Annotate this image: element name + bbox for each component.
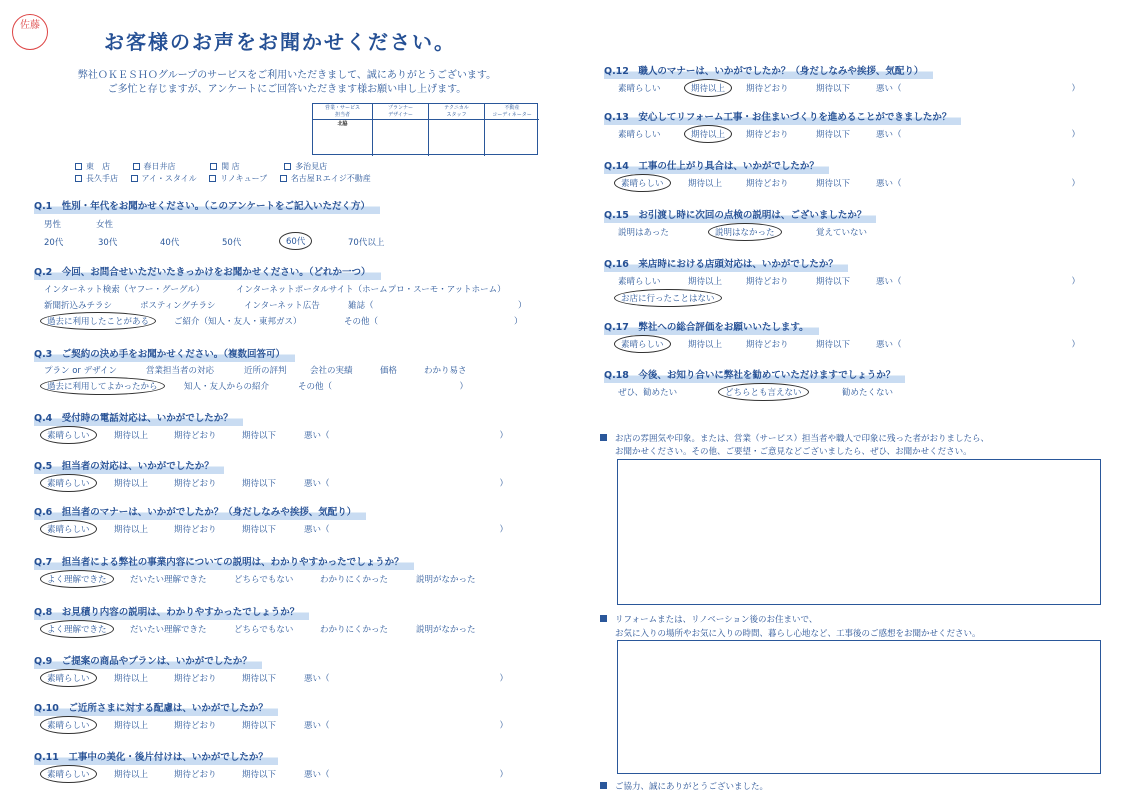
q9-option-selected[interactable]: 素晴らしい (40, 669, 97, 687)
question-12: Q.12 職人のマナーは、いかがでしたか？（身だしなみや挨拶、気配り） (604, 62, 933, 79)
q14-option-selected[interactable]: 素晴らしい (614, 174, 671, 192)
q5-option-selected[interactable]: 素晴らしい (40, 474, 97, 492)
q1-option[interactable]: 50代 (222, 238, 242, 248)
q12-option[interactable]: 悪い（ ） (876, 84, 1081, 94)
question-16: Q.16 来店時における店頭対応は、いかがでしたか？ (604, 255, 848, 272)
q2-option[interactable]: ご紹介（知人・友人・東邦ガス） (174, 317, 302, 327)
q9-option[interactable]: 期待どおり (174, 674, 217, 684)
q16-option[interactable]: 期待以下 (816, 277, 851, 287)
q4-option[interactable]: 悪い（ ） (304, 431, 509, 441)
store-option[interactable]: 東 店 (75, 161, 110, 172)
q2-option[interactable]: インターネットポータルサイト（ホームプロ・スーモ・アットホーム） (236, 285, 506, 295)
staff-col-planner: プランナー デザイナー (373, 104, 429, 120)
q12-option[interactable]: 期待どおり (746, 84, 789, 94)
question-13: Q.13 安心してリフォーム工事・お住まいづくりを進めることができましたか？ (604, 108, 961, 125)
q2-option[interactable]: ポスティングチラシ (140, 301, 216, 311)
q3-option[interactable]: その他（ ） (298, 382, 469, 392)
q18-option-selected[interactable]: どちらとも言えない (718, 383, 809, 401)
seal-stamp: 佐藤 (12, 14, 48, 50)
q2-option[interactable]: 雑誌（ ） (348, 301, 527, 311)
question-7: Q.7 担当者による弊社の事業内容についての説明は、わかりやすかったでしょうか？ (34, 553, 414, 570)
q8-option[interactable]: どちらでもない (234, 625, 294, 635)
q10-option[interactable]: 期待以下 (242, 721, 277, 731)
q6-option[interactable]: 期待以下 (242, 525, 277, 535)
question-9: Q.9 ご提案の商品やプランは、いかがでしたか？ (34, 652, 262, 669)
q1-option[interactable]: 男性 (44, 220, 62, 230)
question-1: Q.1 性別・年代をお聞かせください。（このアンケートをご記入いただく方） (34, 197, 380, 214)
question-14: Q.14 工事の仕上がり具合は、いかがでしたか？ (604, 157, 829, 174)
q9-option[interactable]: 悪い（ ） (304, 674, 509, 684)
store-option[interactable]: 春日井店 (133, 161, 176, 172)
q16-option[interactable]: 素晴らしい (618, 277, 661, 287)
q8-option-selected[interactable]: よく理解できた (40, 620, 114, 638)
q14-option[interactable]: 期待以上 (688, 179, 723, 189)
q7-option[interactable]: 説明がなかった (416, 575, 476, 585)
question-6: Q.6 担当者のマナーは、いかがでしたか？（身だしなみや挨拶、気配り） (34, 503, 366, 520)
staff-col-technical: テクニカル スタッフ (429, 104, 485, 120)
q17-option[interactable]: 期待以上 (688, 340, 723, 350)
comment-box-1[interactable] (617, 459, 1101, 605)
q4-option[interactable]: 期待どおり (174, 431, 217, 441)
question-18: Q.18 今後、お知り合いに弊社を勧めていただけますでしょうか？ (604, 366, 905, 383)
q6-option[interactable]: 期待以上 (114, 525, 149, 535)
store-option[interactable]: リノキューブ (209, 173, 267, 184)
q15-option-selected[interactable]: 説明はなかった (708, 223, 782, 241)
question-8: Q.8 お見積り内容の説明は、わかりやすかったでしょうか？ (34, 603, 309, 620)
q4-option[interactable]: 期待以下 (242, 431, 277, 441)
q12-option[interactable]: 素晴らしい (618, 84, 661, 94)
q16-option-selected[interactable]: お店に行ったことはない (614, 289, 722, 307)
intro-line-2: ご多忙と存じますが、アンケートにご回答いただきます様お願い申し上げます。 (107, 84, 467, 95)
question-11: Q.11 工事中の美化・後片付けは、いかがでしたか？ (34, 748, 278, 765)
question-17: Q.17 弊社への総合評価をお願いいたします。 (604, 318, 819, 335)
q6-option[interactable]: 期待どおり (174, 525, 217, 535)
q8-option[interactable]: だいたい理解できた (130, 625, 207, 635)
q16-option[interactable]: 悪い（ ） (876, 277, 1081, 287)
q13-option[interactable]: 期待以下 (816, 130, 851, 140)
q15-option[interactable]: 説明はあった (618, 228, 669, 238)
q11-option[interactable]: 期待以下 (242, 770, 277, 780)
page-title: お客様のお声をお聞かせください。 (104, 30, 456, 54)
q5-option[interactable]: 期待どおり (174, 479, 217, 489)
comment-2-line-2: お気に入りの場所やお気に入りの時間、暮らし心地など、工事後のご感想をお聞かせください。 (615, 629, 981, 639)
footer-thanks: ご協力、誠にありがとうございました。 (600, 780, 768, 792)
q9-option[interactable]: 期待以下 (242, 674, 277, 684)
q17-option-selected[interactable]: 素晴らしい (614, 335, 671, 353)
handwritten-staff-name: 北脇 (313, 120, 373, 156)
q3-option[interactable]: プラン or デザイン (44, 366, 118, 376)
q10-option[interactable]: 期待どおり (174, 721, 217, 731)
q1-option[interactable]: 20代 (44, 238, 64, 248)
q2-option[interactable]: その他（ ） (344, 317, 523, 327)
q5-option[interactable]: 期待以上 (114, 479, 149, 489)
q1-option[interactable]: 40代 (160, 238, 180, 248)
q7-option[interactable]: どちらでもない (234, 575, 294, 585)
q13-option[interactable]: 悪い（ ） (876, 130, 1081, 140)
staff-table (312, 103, 538, 155)
intro-line-1: 弊社ＯＫＥＳＨＯグループのサービスをご利用いただきまして、誠にありがとうございます。 (77, 70, 497, 81)
q1-option-selected[interactable]: 60代 (279, 232, 312, 250)
q4-option-selected[interactable]: 素晴らしい (40, 426, 97, 444)
q11-option[interactable]: 期待以上 (114, 770, 149, 780)
q15-option[interactable]: 覚えていない (816, 228, 868, 238)
staff-cell-empty (429, 120, 485, 156)
q10-option[interactable]: 悪い（ ） (304, 721, 509, 731)
q11-option-selected[interactable]: 素晴らしい (40, 765, 97, 783)
q3-option[interactable]: 会社の実績 (310, 366, 353, 376)
comment-2-line-1: リフォームまたは、リノベーション後のお住まいで、 (600, 613, 817, 625)
q13-option-selected[interactable]: 期待以上 (684, 125, 732, 143)
q2-option[interactable]: 新聞折込みチラシ (44, 301, 113, 311)
q14-option[interactable]: 期待以下 (816, 179, 851, 189)
q10-option[interactable]: 期待以上 (114, 721, 149, 731)
q5-option[interactable]: 期待以下 (242, 479, 277, 489)
question-4: Q.4 受付時の電話対応は、いかがでしたか？ (34, 409, 243, 426)
q3-option[interactable]: わかり易さ (424, 366, 467, 376)
q4-option[interactable]: 期待以上 (114, 431, 149, 441)
q7-option-selected[interactable]: よく理解できた (40, 570, 114, 588)
q8-option[interactable]: 説明がなかった (416, 625, 476, 635)
q17-option[interactable]: 期待どおり (746, 340, 789, 350)
comment-box-2[interactable] (617, 640, 1101, 774)
q16-option[interactable]: 期待どおり (746, 277, 789, 287)
q8-option[interactable]: わかりにくかった (320, 625, 389, 635)
q3-option[interactable]: 価格 (380, 366, 398, 376)
q5-option[interactable]: 悪い（ ） (304, 479, 509, 489)
q14-option[interactable]: 悪い（ ） (876, 179, 1081, 189)
q16-option[interactable]: 期待以上 (688, 277, 723, 287)
q3-option[interactable]: 営業担当者の対応 (146, 366, 215, 376)
q3-option[interactable]: 知人・友人からの紹介 (184, 382, 270, 392)
q3-option-selected[interactable]: 過去に利用してよかったから (40, 377, 165, 395)
q18-option[interactable]: 勧めたくない (842, 388, 894, 398)
q12-option[interactable]: 期待以下 (816, 84, 851, 94)
q2-option[interactable]: インターネット広告 (244, 301, 320, 311)
q11-option[interactable]: 悪い（ ） (304, 770, 509, 780)
question-3: Q.3 ご契約の決め手をお聞かせください。（複数回答可） (34, 345, 295, 362)
store-option[interactable]: アイ・スタイル (131, 173, 197, 184)
q17-option[interactable]: 期待以下 (816, 340, 851, 350)
q1-option[interactable]: 女性 (96, 220, 114, 230)
q12-option-selected[interactable]: 期待以上 (684, 79, 732, 97)
q1-option[interactable]: 70代以上 (348, 238, 385, 248)
q1-option[interactable]: 30代 (98, 238, 118, 248)
store-option[interactable]: 関 店 (210, 161, 240, 172)
q17-option[interactable]: 悪い（ ） (876, 340, 1081, 350)
q18-option[interactable]: ぜひ、勧めたい (618, 388, 678, 398)
question-10: Q.10 ご近所さまに対する配慮は、いかがでしたか？ (34, 699, 278, 716)
staff-col-realestate: 不動産 コーディネーター (485, 104, 539, 120)
store-option[interactable]: 多治見店 (284, 161, 327, 172)
q13-option[interactable]: 素晴らしい (618, 130, 661, 140)
question-5: Q.5 担当者の対応は、いかがでしたか？ (34, 457, 224, 474)
q7-option[interactable]: わかりにくかった (320, 575, 389, 585)
q6-option[interactable]: 悪い（ ） (304, 525, 509, 535)
question-15: Q.15 お引渡し時に次回の点検の説明は、ございましたか？ (604, 206, 876, 223)
store-option[interactable]: 名古屋Ｒエイジ不動産 (280, 173, 371, 184)
store-row-2 (75, 173, 381, 184)
question-2: Q.2 今回、お問合せいただいたきっかけをお聞かせください。（どれか一つ） (34, 263, 381, 280)
store-row-1 (75, 161, 337, 172)
q9-option[interactable]: 期待以上 (114, 674, 149, 684)
comment-1-line-2: お聞かせください。その他、ご要望・ご意見などございましたら、ぜひ、お聞かせください。 (615, 447, 972, 457)
q11-option[interactable]: 期待どおり (174, 770, 217, 780)
q2-option-selected[interactable]: 過去に利用したことがある (40, 312, 156, 330)
q7-option[interactable]: だいたい理解できた (130, 575, 207, 585)
q10-option-selected[interactable]: 素晴らしい (40, 716, 97, 734)
staff-cell-empty (485, 120, 539, 156)
q3-option[interactable]: 近所の評判 (244, 366, 287, 376)
q14-option[interactable]: 期待どおり (746, 179, 789, 189)
store-option[interactable]: 長久手店 (75, 173, 118, 184)
q13-option[interactable]: 期待どおり (746, 130, 789, 140)
staff-cell-empty (373, 120, 429, 156)
staff-col-sales: 営業・サービス 担当者 (313, 104, 373, 120)
q2-option[interactable]: インターネット検索（ヤフー・グーグル） (44, 285, 205, 295)
q6-option-selected[interactable]: 素晴らしい (40, 520, 97, 538)
comment-1-line-1: お店の雰囲気や印象。または、営業（サービス）担当者や職人で印象に残った者がおりましたら、 (600, 432, 989, 444)
